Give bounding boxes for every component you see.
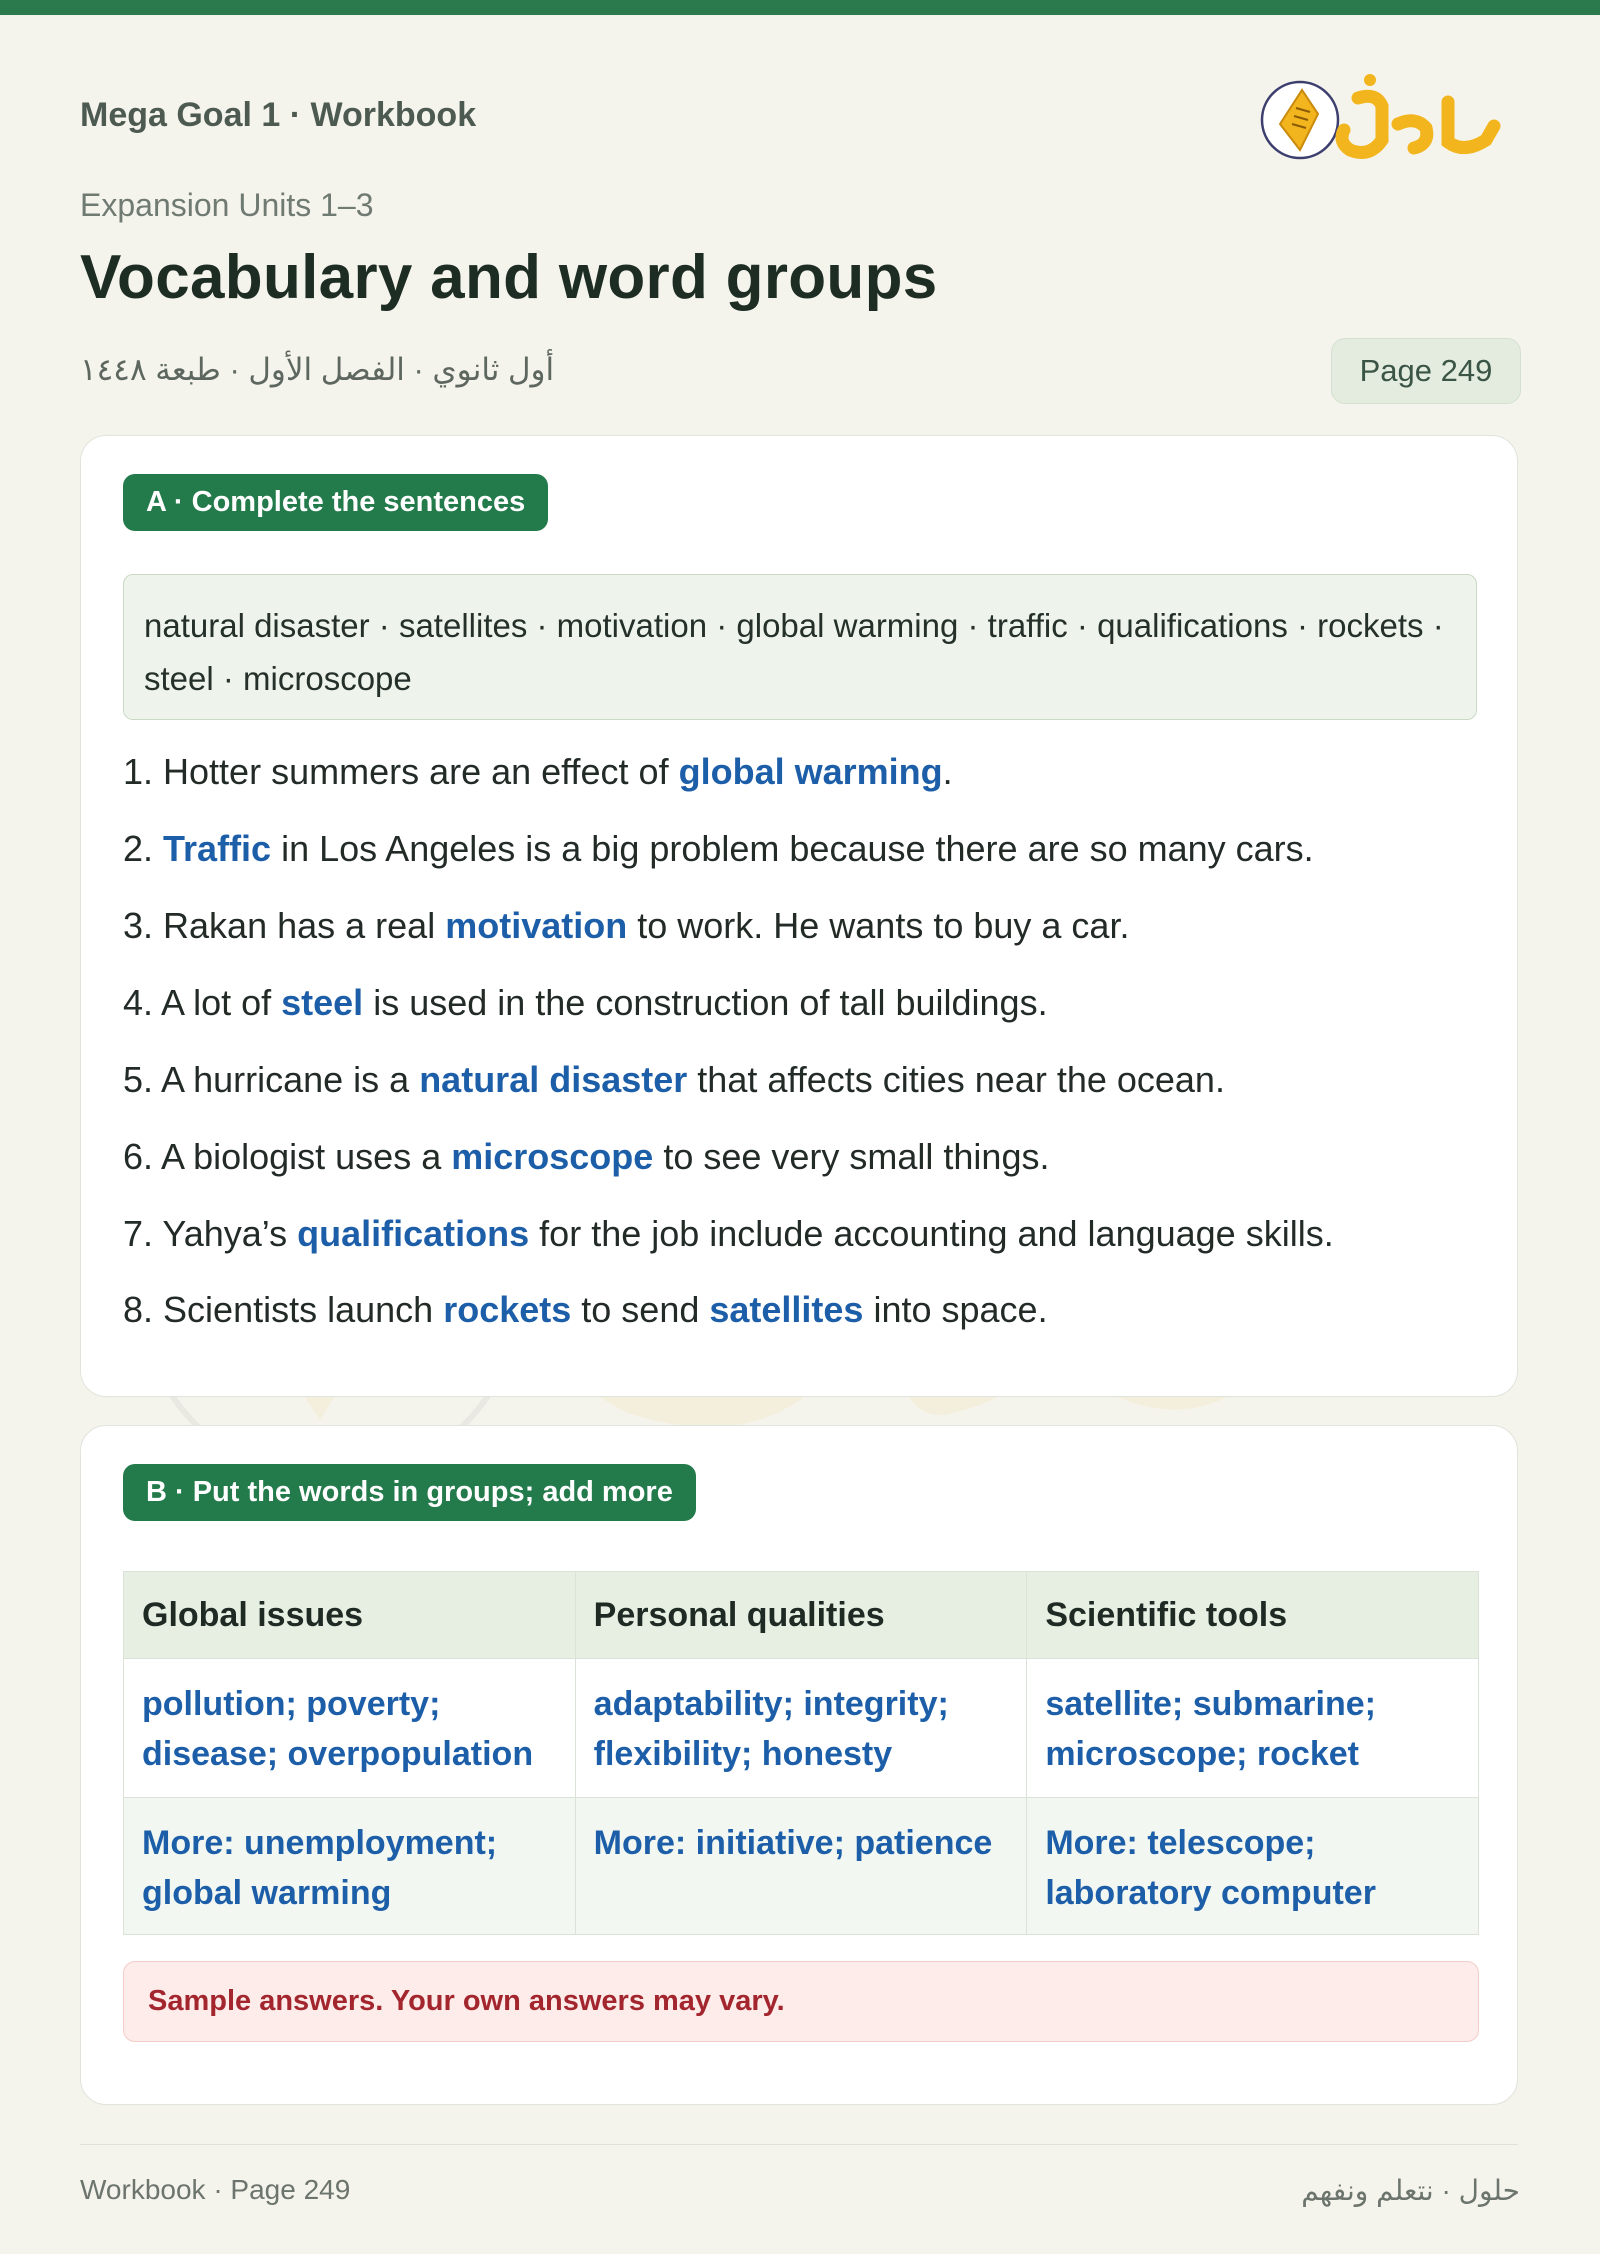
page-subtitle: Expansion Units 1–3 [80, 187, 374, 223]
answer: Traffic [163, 828, 272, 869]
section-a-label: A · Complete the sentences [123, 474, 548, 531]
answer: steel [281, 982, 364, 1023]
section-b-label: B · Put the words in groups; add more [123, 1464, 696, 1521]
table-row [124, 1798, 1479, 1935]
sample-answers-note: Sample answers. Your own answers may vary. [123, 1961, 1479, 2042]
answer: microscope [451, 1136, 654, 1177]
sentence-8: 8. Scientists launch rockets to send satellites into space. [123, 1289, 1048, 1330]
sentence-1: 1. Hotter summers are an effect of global warming. [123, 751, 953, 792]
table-cell: More: telescope; laboratory computer [1027, 1798, 1479, 1935]
answer: satellites [709, 1289, 864, 1330]
table-cell: satellite; submarine; microscope; rocket [1027, 1659, 1479, 1798]
section-a-card [80, 435, 1518, 1397]
column-header: Personal qualities [575, 1572, 1027, 1659]
table-cell: More: unemployment; global warming [124, 1798, 576, 1935]
table-row [124, 1659, 1479, 1798]
sentence-7: 7. Yahya’s qualifications for the job include accounting and language skills. [123, 1213, 1334, 1254]
word-groups-table [123, 1571, 1479, 1935]
footer-page-info: Workbook · Page 249 [80, 2174, 351, 2205]
column-header: Global issues [124, 1572, 576, 1659]
table-cell: adaptability; integrity; flexibility; honesty [575, 1659, 1027, 1798]
footer-tagline: حلول · نتعلم ونفهم [1301, 2175, 1520, 2206]
word-bank: natural disaster · satellites · motivation · global warming · traffic · qualifications · rockets · steel · microscope [123, 574, 1477, 720]
answer: natural disaster [419, 1059, 688, 1100]
sentence-6: 6. A biologist uses a microscope to see very small things. [123, 1136, 1050, 1177]
answer: qualifications [297, 1213, 530, 1254]
arabic-course-info: أول ثانوي · الفصل الأول · طبعة ١٤٤٨ [80, 352, 555, 387]
page-number-badge: Page 249 [1331, 338, 1521, 404]
column-header: Scientific tools [1027, 1572, 1479, 1659]
sentence-2: 2. Traffic in Los Angeles is a big problem because there are so many cars. [123, 828, 1314, 869]
sentence-5: 5. A hurricane is a natural disaster that affects cities near the ocean. [123, 1059, 1225, 1100]
answer: motivation [445, 905, 628, 946]
brand-title: Mega Goal 1 · Workbook [80, 96, 477, 134]
section-b-card [80, 1425, 1518, 2105]
table-cell: pollution; poverty; disease; overpopulation [124, 1659, 576, 1798]
answer: global warming [678, 751, 943, 792]
page-title: Vocabulary and word groups [80, 243, 938, 312]
table-header-row [124, 1572, 1479, 1659]
footer-divider [80, 2144, 1518, 2145]
top-accent-bar [0, 0, 1600, 15]
sentence-3: 3. Rakan has a real motivation to work. He wants to buy a car. [123, 905, 1130, 946]
sentence-4: 4. A lot of steel is used in the construction of tall buildings. [123, 982, 1048, 1023]
hulul-logo-icon [1258, 62, 1508, 166]
answer: rockets [443, 1289, 572, 1330]
table-cell: More: initiative; patience [575, 1798, 1027, 1935]
